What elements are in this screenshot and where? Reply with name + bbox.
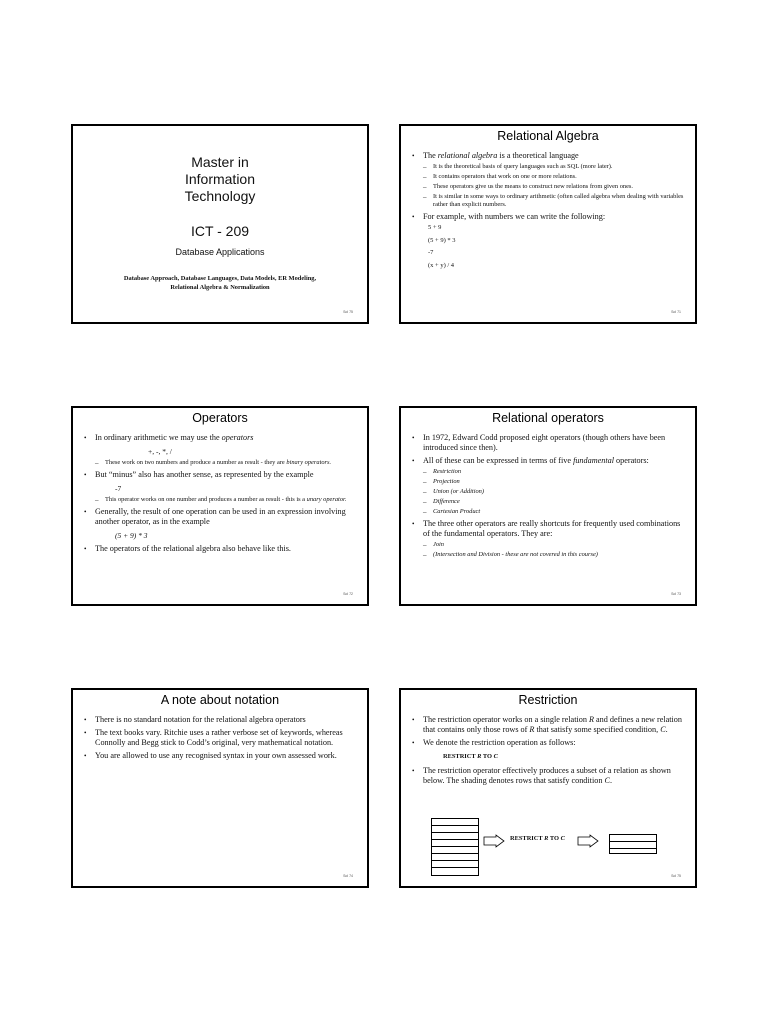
slide-body xyxy=(73,430,359,554)
example: (5 + 9) * 3 xyxy=(115,531,148,540)
bullet: • The three other operators are really shortcuts for frequently used combinations of the fundamental operators. They are: – Join – (Intersection and Division - these are not covered in this course) xyxy=(401,519,687,559)
sub-bullet: – Projection xyxy=(423,478,687,486)
slide-notation xyxy=(71,688,369,888)
slide-body xyxy=(73,712,359,761)
topics: Database Approach, Database Languages, Data Models, ER Modeling, Relational Algebra & Normalization xyxy=(123,275,317,291)
sub-bullet: – It is the theoretical basis of query languages such as SQL (more later). xyxy=(423,163,687,171)
slide-relational-operators xyxy=(399,406,697,606)
slide-restriction xyxy=(399,688,697,888)
bullet: • Generally, the result of one operation can be used in an expression involving another operator, as in the example xyxy=(73,507,359,527)
bullet: • All of these can be expressed in terms of five fundamental operators: – Restriction – Projection – Union (or Addition) – Difference – Cartesian Product xyxy=(401,456,687,516)
slide-title: A note about notation xyxy=(160,693,280,707)
source-relation xyxy=(431,818,479,876)
course-code: ICT - 209 xyxy=(190,223,250,239)
slide-footer: Sol 73 xyxy=(671,592,681,596)
bullet: • In 1972, Edward Codd proposed eight operators (though others have been introduced since then). xyxy=(401,433,687,453)
slide-footer: Sol 74 xyxy=(343,874,353,878)
result-relation xyxy=(609,834,657,854)
bullet: • In ordinary arithmetic we may use the operators xyxy=(73,433,359,443)
diagram-label: RESTRICT R TO C xyxy=(510,835,565,842)
slide-title: Operators xyxy=(192,411,248,425)
sub-bullet: – Join xyxy=(423,541,687,549)
sub-bullet: – Difference xyxy=(423,498,687,506)
slide-title: Relational Algebra xyxy=(497,129,599,143)
slide-relational-algebra xyxy=(399,124,697,324)
slide-body xyxy=(401,430,687,559)
slide-footer: Sol 75 xyxy=(343,310,353,314)
bullet: • There is no standard notation for the relational algebra operators xyxy=(73,715,359,725)
bullet: • For example, with numbers we can write the following: xyxy=(401,212,687,222)
slide-footer: Sol 75 xyxy=(671,874,681,878)
sub-bullet: – These work on two numbers and produce a number as result - they are binary operators. xyxy=(95,459,359,467)
slide-footer: Sol 71 xyxy=(671,310,681,314)
slide-title: Restriction xyxy=(518,693,578,707)
bullet: • The text books vary. Ritchie uses a rather verbose set of keywords, whereas Connolly and Begg stick to Codd’s original, very mathematical notation. xyxy=(73,728,359,748)
slide-title: Relational operators xyxy=(492,411,604,425)
slide-body xyxy=(401,712,687,786)
bullet: • But “minus” also has another sense, as represented by the example xyxy=(73,470,359,480)
bullet: • The restriction operator works on a single relation R and defines a new relation that contains only those rows of R that satisfy some specified condition, C. xyxy=(401,715,687,735)
sub-bullet: – Union (or Addition) xyxy=(423,488,687,496)
slide-title xyxy=(71,124,369,324)
bullet: • We denote the restriction operation as follows: xyxy=(401,738,687,748)
sub-bullet: – It is similar in some ways to ordinary arithmetic (often called algebra when dealing with variables rather than explicit numbers. xyxy=(423,193,687,209)
restrict-syntax: RESTRICT R TO C xyxy=(443,753,498,760)
slide-heading: Master in Information Technology xyxy=(184,154,256,204)
operator-list: +, -, *, / xyxy=(148,447,172,456)
course-subtitle: Database Applications xyxy=(175,247,265,257)
example: -7 xyxy=(115,484,122,493)
bullet: • The restriction operator effectively produces a subset of a relation as shown below. The shading denotes rows that satisfy condition C. xyxy=(401,766,687,786)
sub-bullet: – Cartesian Product xyxy=(423,508,687,516)
right-arrow-icon xyxy=(577,834,599,848)
bullet: • The operators of the relational algebra also behave like this. xyxy=(73,544,359,554)
slide-body xyxy=(401,148,687,272)
slide-operators xyxy=(71,406,369,606)
sub-bullet: – Restriction xyxy=(423,468,687,476)
sub-bullet: – It contains operators that work on one or more relations. xyxy=(423,173,687,181)
sub-bullet: – This operator works on one number and produces a number as result - this is a unary operator. xyxy=(95,496,359,504)
right-arrow-icon xyxy=(483,834,505,848)
sub-bullet: – (Intersection and Division - these are not covered in this course) xyxy=(423,551,687,559)
bullet: • The relational algebra is a theoretical language – It is the theoretical basis of query languages such as SQL (more later). – It contains operators that work on one or more relations. – These operators give us the means to construct new relations from given ones. – It is similar in some ways to ordinary arithmetic (often called algebra when dealing with variables rather than explicit numbers. xyxy=(401,151,687,209)
sub-bullet: – These operators give us the means to construct new relations from given ones. xyxy=(423,183,687,191)
examples: 5 + 9 (5 + 9) * 3 -7 (x + y) / 4 xyxy=(428,224,456,269)
bullet: • You are allowed to use any recognised syntax in your own assessed work. xyxy=(73,751,359,761)
slide-footer: Sol 72 xyxy=(343,592,353,596)
